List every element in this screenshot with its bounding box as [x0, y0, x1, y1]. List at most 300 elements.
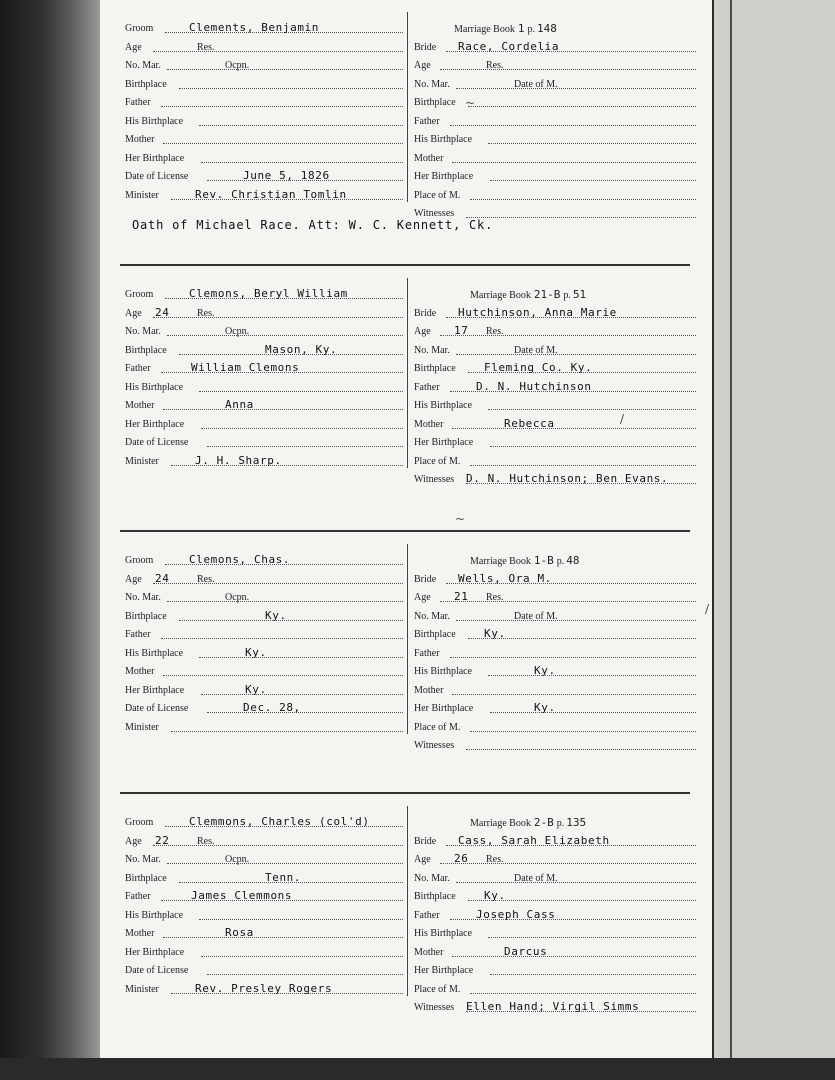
- bride-label-mother: Mother: [414, 946, 444, 958]
- bride-value-birthplace: Ky.: [484, 889, 506, 902]
- scan-dark-edge-bottom: [0, 1058, 835, 1080]
- bride-label-age: Age: [414, 60, 431, 71]
- groom-label-age: Age: [125, 41, 142, 53]
- dotted-line: [456, 881, 696, 883]
- groom-row-age: [125, 39, 403, 58]
- dotted-line: [490, 445, 696, 447]
- bride-label-mother: Mother: [414, 152, 444, 164]
- groom-label-his-birthplace: His Birthplace: [125, 381, 184, 393]
- bride-row-bride: [414, 571, 696, 590]
- bride-row-witnesses: [414, 737, 696, 756]
- dotted-line: [470, 992, 696, 994]
- dotted-line: [201, 427, 403, 429]
- dotted-line: [167, 334, 403, 336]
- bride-value-age: 26: [454, 852, 469, 865]
- groom-value-age: 24: [155, 571, 170, 585]
- marriage-book-label: Marriage Book: [454, 24, 515, 35]
- bride-row-mother: [414, 944, 696, 963]
- bride-value-witnesses: Ellen Hand; Virgil Simms: [466, 1000, 640, 1013]
- bride-row-no-mar: [414, 870, 696, 889]
- groom-column: [125, 552, 403, 737]
- marriage-card: [100, 800, 712, 1050]
- bride-label-birthplace: Birthplace: [414, 891, 456, 902]
- dotted-line: [440, 862, 696, 864]
- bride-value-age: 21: [454, 590, 469, 603]
- bride-row-his-birthplace: [414, 397, 696, 416]
- groom-row-groom: [125, 814, 403, 833]
- groom-column: [125, 286, 403, 471]
- bride-row-witnesses: [414, 471, 696, 490]
- groom-row-no-mar: [125, 57, 403, 76]
- bride-label-her-birthplace: Her Birthplace: [414, 171, 474, 182]
- groom-value-date-of-license: June 5, 1826: [243, 169, 330, 182]
- bride-row-age: [414, 57, 696, 76]
- bride-label-her-birthplace: Her Birthplace: [414, 965, 474, 976]
- groom-row-her-birthplace: [125, 150, 403, 169]
- groom-label-her-birthplace: Her Birthplace: [125, 684, 185, 696]
- marriage-book-ref: [470, 288, 586, 301]
- page-number: 51: [572, 288, 587, 301]
- dotted-line: [470, 730, 696, 732]
- bride-row-bride: [414, 833, 696, 852]
- bride-row-father: [414, 379, 696, 398]
- marriage-card: [100, 538, 712, 788]
- groom-label-ocpn: Ocpn.: [225, 326, 250, 337]
- dotted-line: [456, 87, 696, 89]
- bride-row-his-birthplace: [414, 663, 696, 682]
- groom-label-date-of-license: Date of License: [125, 171, 189, 182]
- groom-row-date-of-license: [125, 700, 403, 719]
- dotted-line: [490, 179, 696, 181]
- groom-label-groom: Groom: [125, 289, 154, 300]
- groom-label-birthplace: Birthplace: [125, 78, 167, 90]
- bride-row-her-birthplace: [414, 434, 696, 453]
- page-number: 135: [566, 816, 587, 829]
- bride-row-bride: [414, 305, 696, 324]
- bride-label-bride: Bride: [414, 41, 437, 53]
- groom-label-date-of-license: Date of License: [125, 965, 189, 976]
- marriage-book-label: Marriage Book: [470, 818, 531, 829]
- groom-row-age: [125, 305, 403, 324]
- bride-label-birthplace: Birthplace: [414, 629, 456, 640]
- bride-label-father: Father: [414, 909, 440, 921]
- groom-row-mother: [125, 131, 403, 150]
- marriage-book-row: [414, 20, 696, 39]
- bride-label-father: Father: [414, 381, 440, 393]
- dotted-line: [199, 390, 403, 392]
- bride-value-mother: Darcus: [504, 944, 548, 958]
- bride-row-age: [414, 589, 696, 608]
- groom-label-birthplace: Birthplace: [125, 344, 167, 356]
- page-label: p.: [527, 24, 535, 35]
- groom-row-father: [125, 626, 403, 645]
- bride-label-no-mar: No. Mar.: [414, 872, 450, 884]
- dotted-line: [167, 68, 403, 70]
- bride-label-her-birthplace: Her Birthplace: [414, 703, 474, 714]
- dotted-line: [167, 862, 403, 864]
- bride-label-no-mar: No. Mar.: [414, 610, 450, 622]
- marriage-book-number: 21-B: [533, 288, 561, 301]
- marriage-card: [100, 272, 712, 522]
- groom-column: [125, 20, 403, 205]
- groom-label-birthplace: Birthplace: [125, 872, 167, 884]
- bride-row-witnesses: [414, 999, 696, 1018]
- groom-row-father: [125, 360, 403, 379]
- groom-label-groom: Groom: [125, 23, 154, 34]
- groom-row-minister: [125, 981, 403, 1000]
- groom-label-father: Father: [125, 891, 151, 902]
- groom-value-groom: Clemons, Chas.: [189, 553, 291, 566]
- column-divider: [407, 806, 408, 996]
- bride-label-bride: Bride: [414, 835, 437, 847]
- groom-label-age: Age: [125, 835, 142, 847]
- marriage-book-label: Marriage Book: [470, 556, 531, 567]
- dotted-line: [201, 693, 403, 695]
- groom-label-no-mar: No. Mar.: [125, 326, 161, 337]
- pencil-mark: /: [705, 602, 710, 616]
- bride-label-place-of-m: Place of M.: [414, 983, 461, 995]
- marriage-book-number: 1: [517, 22, 525, 35]
- bride-row-his-birthplace: [414, 925, 696, 944]
- bride-label-age: Age: [414, 326, 431, 337]
- bride-label-father: Father: [414, 647, 440, 659]
- groom-value-birthplace: Ky.: [265, 608, 287, 622]
- page-number: 48: [566, 554, 580, 567]
- marriage-book-number: 2-B: [533, 816, 554, 829]
- bride-value-birthplace: Fleming Co. Ky.: [484, 361, 593, 374]
- groom-value-minister: Rev. Presley Rogers: [195, 981, 333, 995]
- bride-row-birthplace: [414, 94, 696, 113]
- groom-label-her-birthplace: Her Birthplace: [125, 418, 185, 430]
- bride-row-mother: [414, 682, 696, 701]
- bride-label-birthplace: Birthplace: [414, 97, 456, 108]
- bride-label-her-birthplace: Her Birthplace: [414, 437, 474, 448]
- marriage-book-row: [414, 814, 696, 833]
- groom-row-groom: [125, 552, 403, 571]
- groom-label-minister: Minister: [125, 189, 159, 201]
- groom-row-her-birthplace: [125, 682, 403, 701]
- groom-row-no-mar: [125, 323, 403, 342]
- dotted-line: [207, 711, 403, 713]
- bride-value-witnesses: D. N. Hutchinson; Ben Evans.: [466, 472, 669, 485]
- bride-label-res: Res.: [486, 854, 504, 865]
- bride-row-her-birthplace: [414, 700, 696, 719]
- dotted-line: [207, 973, 403, 975]
- dotted-line: [153, 844, 403, 846]
- scan-fold-line: [730, 0, 732, 1080]
- groom-value-birthplace: Mason, Ky.: [265, 342, 338, 356]
- bride-label-mother: Mother: [414, 684, 444, 696]
- groom-row-date-of-license: [125, 434, 403, 453]
- groom-row-date-of-license: [125, 168, 403, 187]
- groom-label-groom: Groom: [125, 817, 154, 828]
- groom-row-mother: [125, 397, 403, 416]
- bride-row-mother: [414, 416, 696, 435]
- bride-row-her-birthplace: [414, 168, 696, 187]
- bride-label-date-of-m: Date of M.: [514, 344, 558, 356]
- dotted-line: [452, 693, 696, 695]
- dotted-line: [153, 582, 403, 584]
- dotted-line: [161, 637, 403, 639]
- groom-row-age: [125, 571, 403, 590]
- marriage-card: [100, 12, 712, 262]
- dotted-line: [440, 334, 696, 336]
- groom-label-his-birthplace: His Birthplace: [125, 909, 184, 921]
- bride-label-date-of-m: Date of M.: [514, 610, 558, 622]
- pencil-mark: /: [620, 412, 625, 426]
- bride-row-birthplace: [414, 626, 696, 645]
- dotted-line: [163, 408, 403, 410]
- groom-row-birthplace: [125, 76, 403, 95]
- groom-label-no-mar: No. Mar.: [125, 592, 161, 603]
- groom-label-birthplace: Birthplace: [125, 610, 167, 622]
- bride-column: [414, 814, 696, 1018]
- bride-label-res: Res.: [486, 60, 504, 71]
- dotted-line: [466, 748, 696, 750]
- groom-label-minister: Minister: [125, 983, 159, 995]
- bride-row-no-mar: [414, 608, 696, 627]
- groom-label-minister: Minister: [125, 455, 159, 467]
- bride-value-father: D. N. Hutchinson: [476, 379, 592, 393]
- dotted-line: [456, 619, 696, 621]
- bride-value-bride: Race, Cordelia: [458, 39, 560, 53]
- groom-value-minister: Rev. Christian Tomlin: [195, 187, 347, 201]
- dotted-line: [490, 711, 696, 713]
- dotted-line: [450, 656, 696, 658]
- page-label: p.: [556, 556, 565, 567]
- bride-row-father: [414, 113, 696, 132]
- bride-value-birthplace: Ky.: [484, 627, 506, 640]
- dotted-line: [153, 316, 403, 318]
- groom-label-mother: Mother: [125, 666, 155, 677]
- bride-value-her-birthplace: Ky.: [534, 701, 556, 714]
- bride-label-res: Res.: [486, 326, 504, 337]
- dotted-line: [470, 464, 696, 466]
- bride-row-place-of-m: [414, 719, 696, 738]
- groom-row-minister: [125, 719, 403, 738]
- dotted-line: [161, 105, 403, 107]
- groom-value-father: William Clemons: [191, 361, 300, 374]
- dotted-line: [490, 973, 696, 975]
- groom-label-no-mar: No. Mar.: [125, 60, 161, 71]
- groom-label-his-birthplace: His Birthplace: [125, 647, 184, 659]
- scan-edge-right: [712, 0, 835, 1080]
- marriage-book-label: Marriage Book: [470, 290, 531, 301]
- bride-column: [414, 20, 696, 224]
- groom-label-date-of-license: Date of License: [125, 703, 189, 714]
- groom-row-mother: [125, 663, 403, 682]
- groom-label-res: Res.: [197, 573, 215, 585]
- groom-value-age: 24: [155, 305, 170, 319]
- groom-value-groom: Clemons, Beryl William: [189, 287, 348, 300]
- dotted-line: [468, 105, 696, 107]
- dotted-line: [199, 918, 403, 920]
- groom-row-groom: [125, 20, 403, 39]
- groom-label-no-mar: No. Mar.: [125, 854, 161, 865]
- page-label: p.: [563, 290, 571, 301]
- bride-row-father: [414, 645, 696, 664]
- dotted-line: [488, 936, 696, 938]
- bride-column: [414, 286, 696, 490]
- card-separator: [120, 792, 690, 794]
- groom-row-birthplace: [125, 870, 403, 889]
- groom-label-father: Father: [125, 363, 151, 374]
- groom-value-groom: Clemmons, Charles (col'd): [189, 815, 370, 828]
- bride-row-place-of-m: [414, 187, 696, 206]
- record-page: [100, 0, 714, 1058]
- groom-label-mother: Mother: [125, 134, 155, 145]
- bride-row-bride: [414, 39, 696, 58]
- dotted-line: [171, 730, 403, 732]
- bride-column: [414, 552, 696, 756]
- groom-label-age: Age: [125, 573, 142, 585]
- bride-label-age: Age: [414, 854, 431, 865]
- dotted-line: [201, 161, 403, 163]
- bride-value-age: 17: [454, 324, 469, 337]
- bride-label-witnesses: Witnesses: [414, 1002, 455, 1013]
- dotted-line: [153, 50, 403, 52]
- dotted-line: [179, 619, 403, 621]
- dotted-line: [452, 161, 696, 163]
- bride-row-no-mar: [414, 76, 696, 95]
- groom-label-ocpn: Ocpn.: [225, 854, 250, 865]
- groom-row-her-birthplace: [125, 944, 403, 963]
- groom-label-mother: Mother: [125, 400, 155, 411]
- bride-row-birthplace: [414, 888, 696, 907]
- bride-row-mother: [414, 150, 696, 169]
- dotted-line: [466, 216, 696, 218]
- groom-row-his-birthplace: [125, 379, 403, 398]
- groom-value-his-birthplace: Ky.: [245, 645, 267, 659]
- groom-value-mother: Rosa: [225, 926, 254, 939]
- marriage-book-number: 1-B: [533, 554, 554, 567]
- groom-row-minister: [125, 187, 403, 206]
- groom-row-date-of-license: [125, 962, 403, 981]
- groom-row-mother: [125, 925, 403, 944]
- groom-value-age: 22: [155, 833, 170, 847]
- groom-label-her-birthplace: Her Birthplace: [125, 152, 185, 164]
- dotted-line: [440, 600, 696, 602]
- dotted-line: [452, 427, 696, 429]
- groom-label-father: Father: [125, 97, 151, 108]
- bride-value-his-birthplace: Ky.: [534, 664, 556, 677]
- bride-label-his-birthplace: His Birthplace: [414, 400, 473, 411]
- dotted-line: [470, 198, 696, 200]
- bride-label-no-mar: No. Mar.: [414, 344, 450, 356]
- bride-label-bride: Bride: [414, 307, 437, 319]
- marriage-book-row: [414, 286, 696, 305]
- dotted-line: [163, 936, 403, 938]
- page-number: 148: [536, 22, 557, 35]
- bride-value-father: Joseph Cass: [476, 907, 556, 921]
- dotted-line: [207, 445, 403, 447]
- dotted-line: [163, 142, 403, 144]
- groom-row-birthplace: [125, 342, 403, 361]
- scan-dark-edge-left: [0, 0, 100, 1080]
- groom-row-her-birthplace: [125, 416, 403, 435]
- bride-label-father: Father: [414, 115, 440, 127]
- bride-row-place-of-m: [414, 453, 696, 472]
- marriage-book-ref: [470, 554, 579, 567]
- column-divider: [407, 12, 408, 202]
- card-separator: [120, 264, 690, 266]
- groom-label-minister: Minister: [125, 721, 159, 733]
- groom-value-mother: Anna: [225, 398, 254, 411]
- groom-label-res: Res.: [197, 835, 215, 847]
- pencil-mark: ~: [455, 512, 466, 526]
- bride-label-date-of-m: Date of M.: [514, 872, 558, 884]
- groom-row-minister: [125, 453, 403, 472]
- groom-value-father: James Clemmons: [191, 889, 293, 902]
- groom-row-no-mar: [125, 851, 403, 870]
- bride-label-place-of-m: Place of M.: [414, 455, 461, 467]
- groom-label-father: Father: [125, 629, 151, 640]
- dotted-line: [163, 674, 403, 676]
- groom-value-date-of-license: Dec. 28,: [243, 701, 301, 714]
- groom-value-birthplace: Tenn.: [265, 870, 302, 884]
- bride-label-his-birthplace: His Birthplace: [414, 666, 473, 677]
- dotted-line: [167, 600, 403, 602]
- bride-label-witnesses: Witnesses: [414, 208, 455, 219]
- dotted-line: [179, 87, 403, 89]
- bride-label-res: Res.: [486, 592, 504, 603]
- column-divider: [407, 544, 408, 734]
- groom-row-his-birthplace: [125, 113, 403, 132]
- bride-value-bride: Wells, Ora M.: [458, 571, 552, 585]
- groom-row-his-birthplace: [125, 907, 403, 926]
- dotted-line: [199, 124, 403, 126]
- groom-value-minister: J. H. Sharp.: [195, 453, 282, 467]
- groom-value-groom: Clements, Benjamin: [189, 21, 320, 34]
- bride-label-his-birthplace: His Birthplace: [414, 134, 473, 145]
- groom-row-age: [125, 833, 403, 852]
- bride-label-birthplace: Birthplace: [414, 363, 456, 374]
- bride-label-his-birthplace: His Birthplace: [414, 928, 473, 939]
- groom-label-ocpn: Ocpn.: [225, 592, 250, 603]
- groom-label-age: Age: [125, 307, 142, 319]
- pencil-mark: ~: [465, 96, 476, 110]
- bride-label-place-of-m: Place of M.: [414, 189, 461, 201]
- groom-row-no-mar: [125, 589, 403, 608]
- bride-row-her-birthplace: [414, 962, 696, 981]
- marriage-book-ref: [454, 22, 557, 35]
- bride-row-place-of-m: [414, 981, 696, 1000]
- groom-row-father: [125, 94, 403, 113]
- card-separator: [120, 530, 690, 532]
- groom-label-date-of-license: Date of License: [125, 437, 189, 448]
- bride-row-age: [414, 323, 696, 342]
- bride-value-bride: Hutchinson, Anna Marie: [458, 305, 617, 319]
- groom-label-his-birthplace: His Birthplace: [125, 115, 184, 127]
- groom-label-mother: Mother: [125, 928, 155, 939]
- bride-label-date-of-m: Date of M.: [514, 78, 558, 90]
- groom-label-groom: Groom: [125, 555, 154, 566]
- groom-label-res: Res.: [197, 307, 215, 319]
- dotted-line: [488, 408, 696, 410]
- bride-label-witnesses: Witnesses: [414, 474, 455, 485]
- dotted-line: [199, 656, 403, 658]
- bride-row-his-birthplace: [414, 131, 696, 150]
- dotted-line: [450, 124, 696, 126]
- groom-label-res: Res.: [197, 41, 215, 53]
- bride-label-age: Age: [414, 592, 431, 603]
- dotted-line: [456, 353, 696, 355]
- bride-label-bride: Bride: [414, 573, 437, 585]
- groom-row-his-birthplace: [125, 645, 403, 664]
- groom-row-birthplace: [125, 608, 403, 627]
- dotted-line: [452, 955, 696, 957]
- groom-label-ocpn: Ocpn.: [225, 60, 250, 71]
